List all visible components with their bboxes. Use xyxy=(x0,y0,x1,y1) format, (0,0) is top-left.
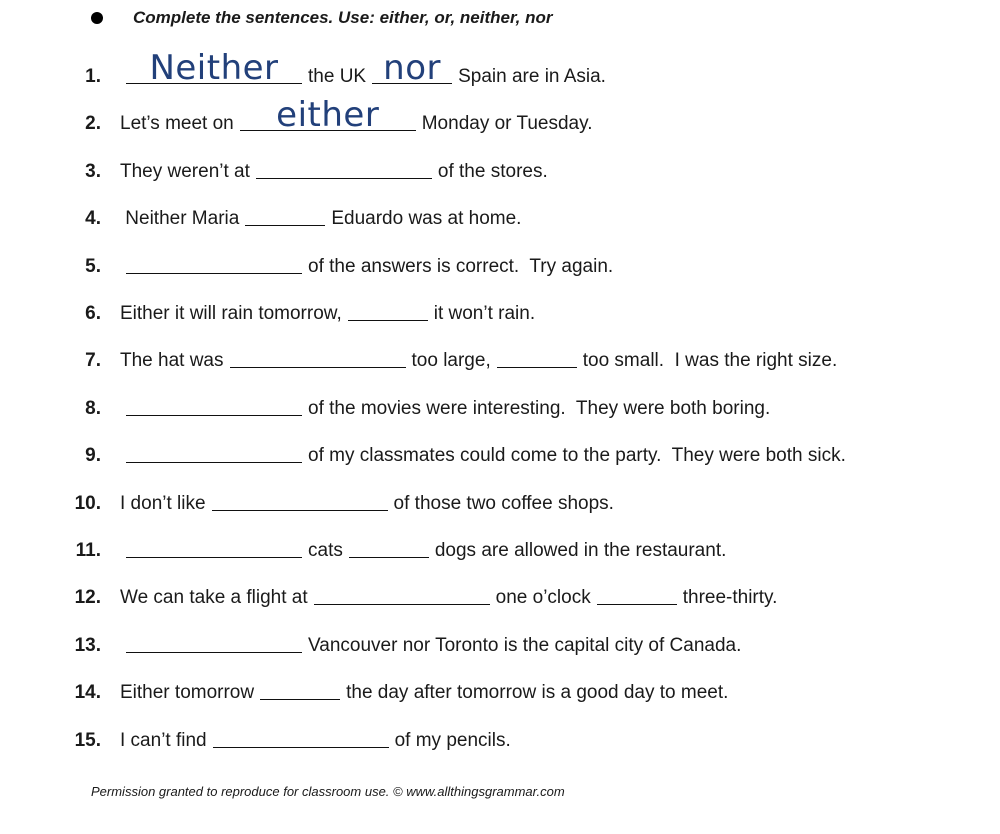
exercise-item-15 xyxy=(0,726,511,756)
sentence-text: Monday or Tuesday. xyxy=(421,113,593,135)
answer-blank[interactable] xyxy=(126,538,302,558)
answer-blank[interactable] xyxy=(256,159,432,179)
sentence-text: Eduardo was at home. xyxy=(331,208,522,230)
answer-blank[interactable] xyxy=(497,348,577,368)
exercise-item-10 xyxy=(0,489,614,519)
sentence-text: the day after tomorrow is a good day to meet. xyxy=(346,682,729,704)
sentence-text: three-thirty. xyxy=(682,587,778,609)
answer-blank[interactable] xyxy=(126,254,302,274)
sentence-text: They weren’t at xyxy=(120,160,250,182)
exercise-item-12 xyxy=(0,583,777,613)
bullet-icon xyxy=(91,12,103,24)
answer-blank[interactable] xyxy=(372,48,452,88)
exercise-item-3 xyxy=(0,157,548,187)
item-number: 4. xyxy=(85,208,101,230)
instruction-heading: Complete the sentences. Use: either, or, neither, nor xyxy=(133,8,553,27)
exercise-item-14 xyxy=(0,678,728,708)
sentence-text: We can take a flight at xyxy=(120,587,308,609)
answer-blank[interactable] xyxy=(213,728,389,748)
answer-blank[interactable] xyxy=(126,396,302,416)
item-number: 12. xyxy=(74,587,101,609)
answer-blank[interactable] xyxy=(126,48,302,88)
exercise-item-2 xyxy=(0,95,593,139)
sentence-text: cats xyxy=(308,540,343,561)
sentence-text: of my classmates could come to the party. They were both sick. xyxy=(308,445,846,467)
item-number: 8. xyxy=(85,397,101,419)
exercise-item-1 xyxy=(0,48,606,92)
sentence-text: I can’t find xyxy=(120,729,207,751)
item-number: 6. xyxy=(85,303,101,324)
exercise-item-11 xyxy=(0,536,726,566)
item-number: 10. xyxy=(74,492,101,514)
item-number: 1. xyxy=(85,66,101,87)
answer-blank[interactable] xyxy=(349,538,429,558)
exercise-item-4 xyxy=(0,204,521,234)
item-number: 15. xyxy=(74,729,101,751)
answer-blank[interactable] xyxy=(314,585,490,605)
sentence-text: of those two coffee shops. xyxy=(393,492,614,514)
answer-blank[interactable] xyxy=(212,491,388,511)
sentence-text: one o’clock xyxy=(495,587,591,609)
exercise-item-13 xyxy=(0,631,741,661)
item-number: 2. xyxy=(85,113,101,135)
item-number: 9. xyxy=(85,445,101,467)
sentence-text: of the stores. xyxy=(437,160,548,182)
item-number: 3. xyxy=(85,160,101,182)
sentence-text: Either it will rain tomorrow, xyxy=(120,303,342,324)
sentence-text: Neither Maria xyxy=(120,208,240,230)
sentence-text: the UK xyxy=(308,66,367,87)
sentence-text: of the answers is correct. Try again. xyxy=(308,255,614,277)
sentence-text: Let’s meet on xyxy=(120,113,234,135)
exercise-item-5 xyxy=(0,252,613,282)
item-number: 5. xyxy=(85,255,101,277)
answer-blank[interactable] xyxy=(126,633,302,653)
handwritten-answer: either xyxy=(276,95,380,136)
item-number: 13. xyxy=(74,634,101,656)
exercise-item-9 xyxy=(0,441,846,471)
sentence-text: The hat was xyxy=(120,350,224,372)
item-number: 7. xyxy=(85,350,101,372)
handwritten-answer: Neither xyxy=(149,48,279,88)
answer-blank[interactable] xyxy=(597,585,677,605)
sentence-text: it won’t rain. xyxy=(433,303,536,324)
sentence-text: of my pencils. xyxy=(394,729,511,751)
sentence-text: too small. I was the right size. xyxy=(582,350,838,372)
answer-blank[interactable] xyxy=(260,680,340,700)
answer-blank[interactable] xyxy=(126,443,302,463)
sentence-text: Spain are in Asia. xyxy=(458,66,606,87)
answer-blank[interactable] xyxy=(348,301,428,321)
sentence-text: Vancouver nor Toronto is the capital city of Canada. xyxy=(308,634,742,656)
sentence-text: dogs are allowed in the restaurant. xyxy=(434,540,727,561)
answer-blank[interactable] xyxy=(245,206,325,226)
exercise-item-8 xyxy=(0,394,770,424)
exercise-item-6 xyxy=(0,299,535,329)
exercise-item-7 xyxy=(0,346,837,376)
sentence-text: I don’t like xyxy=(120,492,206,514)
sentence-text: of the movies were interesting. They were both boring. xyxy=(308,397,771,419)
item-number: 11. xyxy=(75,540,101,561)
item-number: 14. xyxy=(74,682,101,704)
answer-blank[interactable] xyxy=(240,95,416,136)
answer-blank[interactable] xyxy=(230,348,406,368)
handwritten-answer: nor xyxy=(383,48,442,88)
sentence-text: too large, xyxy=(411,350,491,372)
footer-credit: Permission granted to reproduce for classroom use. © www.allthingsgrammar.com xyxy=(91,784,565,799)
sentence-text: Either tomorrow xyxy=(120,682,255,704)
